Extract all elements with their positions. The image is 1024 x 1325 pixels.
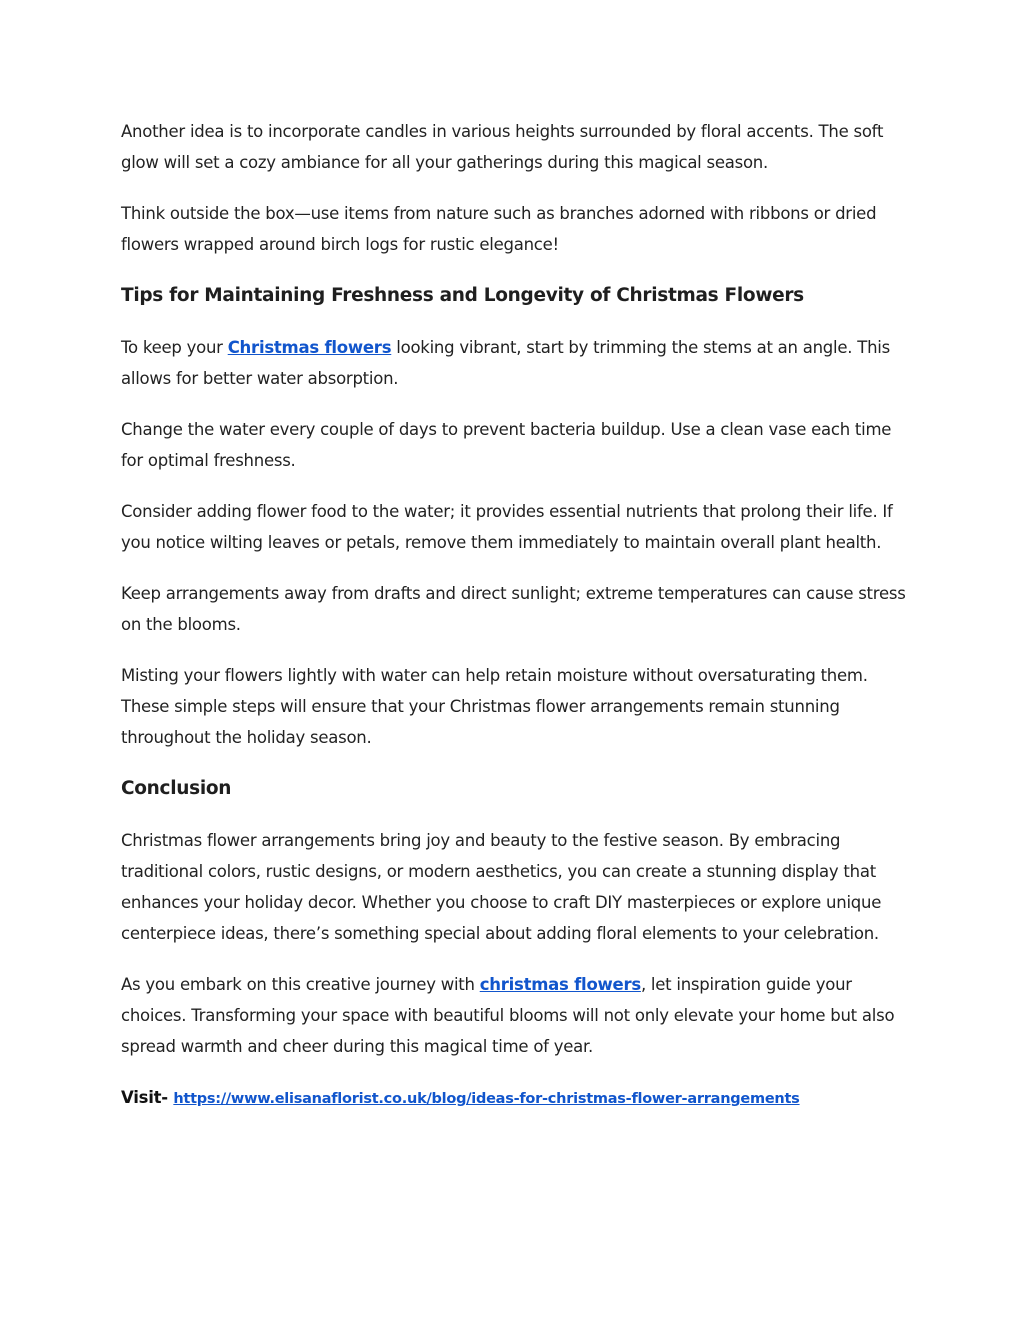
paragraph-flower-food: Consider adding flower food to the water; it provides essential nutrients that prolong their life. If you notice wilting leaves or petals, remove them immediately to maintain overall plant health. xyxy=(121,502,893,552)
visit-row xyxy=(121,1082,911,1115)
paragraph-drafts-sunlight: Keep arrangements away from drafts and direct sunlight; extreme temperatures can cause stress on the blooms. xyxy=(121,584,906,634)
paragraph-nature-items: Think outside the box—use items from nature such as branches adorned with ribbons or dried flowers wrapped around birch logs for rustic elegance! xyxy=(121,204,877,254)
tips-heading: Tips for Maintaining Freshness and Longevity of Christmas Flowers xyxy=(121,285,804,306)
text-segment: To keep your xyxy=(121,338,228,357)
visit-label: Visit- xyxy=(121,1088,174,1107)
christmas-flowers-link-2[interactable]: christmas flowers xyxy=(479,975,641,994)
paragraph-candles: Another idea is to incorporate candles in various heights surrounded by floral accents. The soft glow will set a cozy ambiance for all your gatherings during this magical season. xyxy=(121,122,884,172)
paragraph-conclusion: Christmas flower arrangements bring joy and beauty to the festive season. By embracing traditional colors, rustic designs, or modern aesthetics, you can create a stunning display that enhances your holiday decor. Whether you choose to craft DIY masterpieces or explore unique centerpiece ideas, there’s something special about adding floral elements to your celebration. xyxy=(121,831,882,943)
christmas-flowers-link[interactable]: Christmas flowers xyxy=(227,338,392,357)
paragraph-creative-journey xyxy=(121,969,911,1062)
conclusion-heading: Conclusion xyxy=(121,778,232,799)
text-segment: looking vibrant, start by trimming the stems at an angle. This allows for better water absorption. xyxy=(121,338,890,388)
document-page xyxy=(121,116,911,1115)
text-segment: , let inspiration guide your choices. Transforming your space with beautiful blooms will not only elevate your home but also spread warmth and cheer during this magical time of year. xyxy=(121,975,895,1056)
paragraph-misting: Misting your flowers lightly with water can help retain moisture without oversaturating them. These simple steps will ensure that your Christmas flower arrangements remain stunning throughout the holiday season. xyxy=(121,666,868,747)
visit-url-link[interactable]: https://www.elisanaflorist.co.uk/blog/ideas-for-christmas-flower-arrangements xyxy=(173,1091,800,1107)
paragraph-trim-stems xyxy=(121,332,911,394)
paragraph-change-water: Change the water every couple of days to prevent bacteria buildup. Use a clean vase each time for optimal freshness. xyxy=(121,420,892,470)
text-segment: As you embark on this creative journey with xyxy=(121,975,480,994)
